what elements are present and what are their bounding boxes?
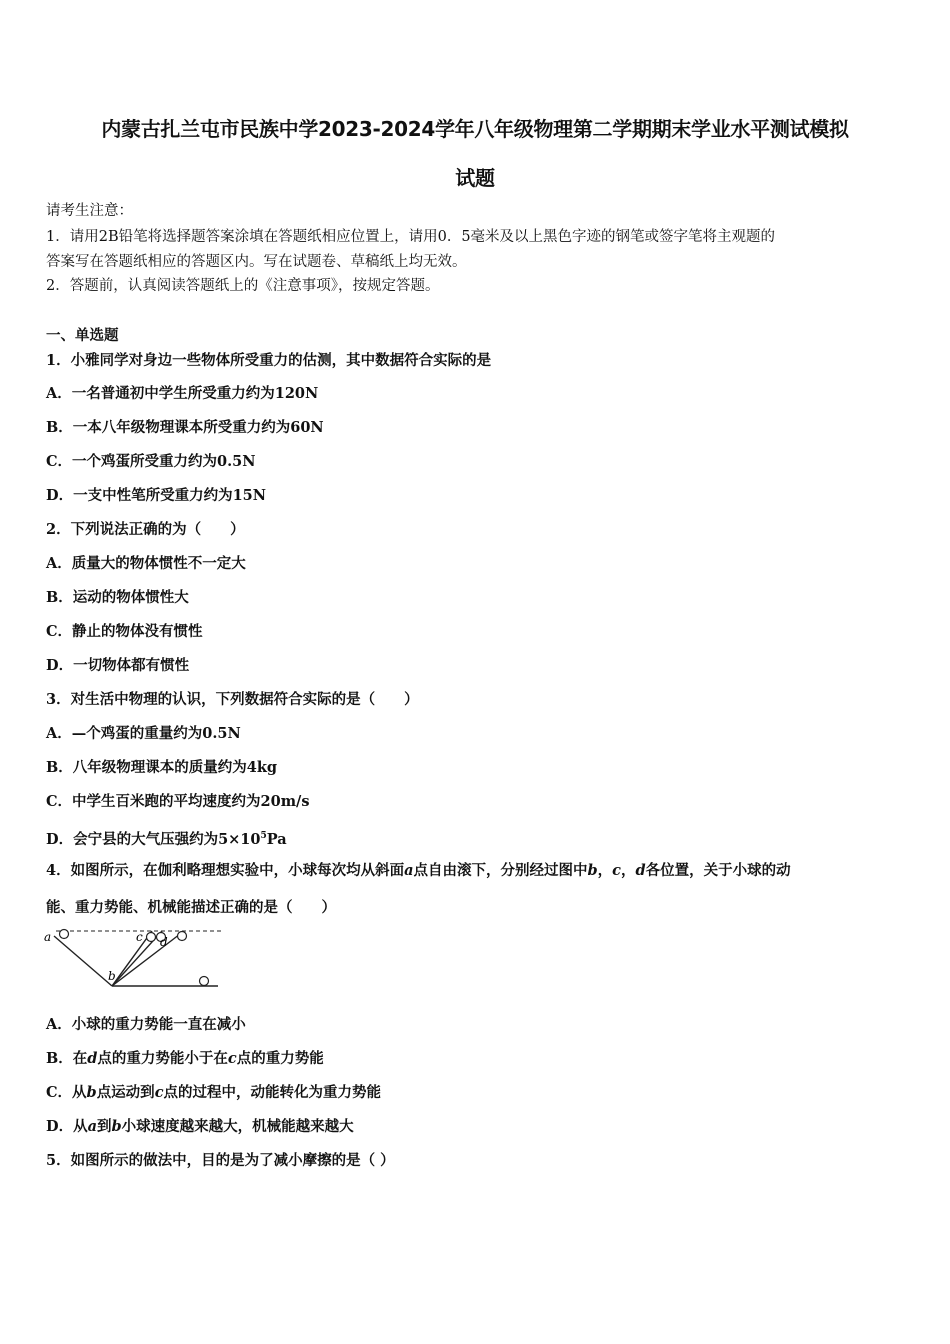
q2-option-b: B．运动的物体惯性大 bbox=[46, 589, 189, 606]
label-c: c bbox=[136, 930, 143, 944]
left-incline bbox=[54, 936, 112, 986]
ball-at-c bbox=[147, 933, 156, 942]
q3-option-d bbox=[46, 826, 287, 850]
q3-stem: 3．对生活中物理的认识，下列数据符合实际的是（ ） bbox=[46, 691, 419, 708]
ball-at-a bbox=[60, 930, 69, 939]
q4-stem-line1 bbox=[46, 861, 791, 881]
q4-option-b-part2: 点的重力势能小于在 bbox=[97, 1050, 228, 1067]
galileo-incline-diagram bbox=[44, 926, 224, 990]
exam-title-line1: 内蒙古扎兰屯市民族中学2023-2024学年八年级物理第二学期期末学业水平测试模拟 bbox=[101, 117, 849, 141]
notice-item-1a: 1．请用2B铅笔将选择题答案涂填在答题纸相应位置上，请用0．5毫米及以上黑色字迹的钢笔或签字笔将主观题的 bbox=[46, 229, 776, 245]
exam-title-line2: 试题 bbox=[455, 166, 495, 190]
section-label: 一、单选题 bbox=[46, 327, 119, 344]
q4-option-b-var-c: c bbox=[227, 1050, 237, 1067]
q4-option-c bbox=[46, 1083, 381, 1103]
q1-option-d: D．一支中性笔所受重力约为15N bbox=[46, 487, 267, 504]
q4-option-d-var-b: b bbox=[111, 1118, 122, 1135]
q4-option-b-part3: 点的重力势能 bbox=[236, 1050, 324, 1067]
q4-option-c-part2: 点运动到 bbox=[96, 1084, 155, 1101]
notice-item-2: 2．答题前，认真阅读答题纸上的《注意事项》，按规定答题。 bbox=[46, 278, 440, 294]
label-b: b bbox=[108, 969, 116, 983]
ball-on-ground bbox=[200, 977, 209, 986]
q4-option-d-part2: 到 bbox=[96, 1118, 112, 1135]
q4-var-c: c bbox=[612, 862, 621, 879]
q4-option-c-part3: 点的过程中，动能转化为重力势能 bbox=[163, 1084, 382, 1101]
q2-option-c: C．静止的物体没有惯性 bbox=[46, 623, 203, 640]
q4-option-b-var-d: d bbox=[87, 1050, 98, 1067]
q3-option-a: A．—个鸡蛋的重量约为0.5N bbox=[46, 725, 241, 742]
q2-stem: 2．下列说法正确的为（ ） bbox=[46, 521, 245, 538]
q4-sep1: ， bbox=[597, 862, 613, 879]
q1-stem: 1．小雅同学对身边一些物体所受重力的估测，其中数据符合实际的是 bbox=[46, 352, 492, 369]
q4-option-d-part3: 小球速度越来越大，机械能越来越大 bbox=[121, 1118, 354, 1135]
q1-option-c: C．一个鸡蛋所受重力约为0.5N bbox=[46, 453, 256, 470]
q4-option-a: A．小球的重力势能一直在减小 bbox=[46, 1016, 246, 1033]
right-incline-steep bbox=[112, 931, 152, 986]
q4-option-c-var-b: b bbox=[86, 1084, 97, 1101]
q1-option-b: B．一本八年级物理课本所受重力约为60N bbox=[46, 419, 324, 436]
q4-option-c-part1: C．从 bbox=[46, 1084, 87, 1101]
notice-heading: 请考生注意： bbox=[46, 203, 133, 219]
q4-var-b: b bbox=[587, 862, 598, 879]
label-a: a bbox=[44, 930, 52, 944]
q5-stem: 5．如图所示的做法中，目的是为了减小摩擦的是（ ） bbox=[46, 1152, 395, 1169]
q4-option-d-part1: D．从 bbox=[46, 1118, 88, 1135]
q4-stem-line2: 能、重力势能、机械能描述正确的是（ ） bbox=[46, 899, 336, 916]
ball-at-d bbox=[178, 932, 187, 941]
q2-option-d: D．一切物体都有惯性 bbox=[46, 657, 190, 674]
q4-sep2: ， bbox=[620, 862, 636, 879]
q3-option-b: B．八年级物理课本的质量约为4kg bbox=[46, 759, 278, 776]
q3-option-d-unit: Pa bbox=[266, 830, 287, 848]
q3-option-d-exponent: 5 bbox=[260, 831, 267, 841]
q4-option-c-var-c: c bbox=[154, 1084, 164, 1101]
q4-var-a: a bbox=[404, 862, 414, 879]
q4-stem-part2: 点自由滚下，分别经过图中 bbox=[413, 862, 588, 879]
q2-option-a: A．质量大的物体惯性不一定大 bbox=[46, 555, 246, 572]
q1-option-a: A．一名普通初中学生所受重力约为120N bbox=[46, 385, 319, 402]
q4-option-b bbox=[46, 1049, 324, 1069]
q4-var-d: d bbox=[635, 862, 646, 879]
q4-option-d bbox=[46, 1117, 354, 1137]
q4-stem-part1: 4．如图所示，在伽利略理想实验中，小球每次均从斜面 bbox=[46, 862, 405, 879]
q4-stem-part3: 各位置，关于小球的动 bbox=[645, 862, 791, 879]
q3-option-d-text: D．会宁县的大气压强约为5×10 bbox=[46, 830, 261, 848]
q3-option-c: C．中学生百米跑的平均速度约为20m/s bbox=[46, 793, 310, 810]
q4-option-b-part1: B．在 bbox=[46, 1050, 88, 1067]
q4-option-d-var-a: a bbox=[87, 1118, 97, 1135]
label-d: d bbox=[160, 935, 168, 949]
notice-item-1b: 答案写在答题纸相应的答题区内。写在试题卷、草稿纸上均无效。 bbox=[46, 254, 467, 270]
